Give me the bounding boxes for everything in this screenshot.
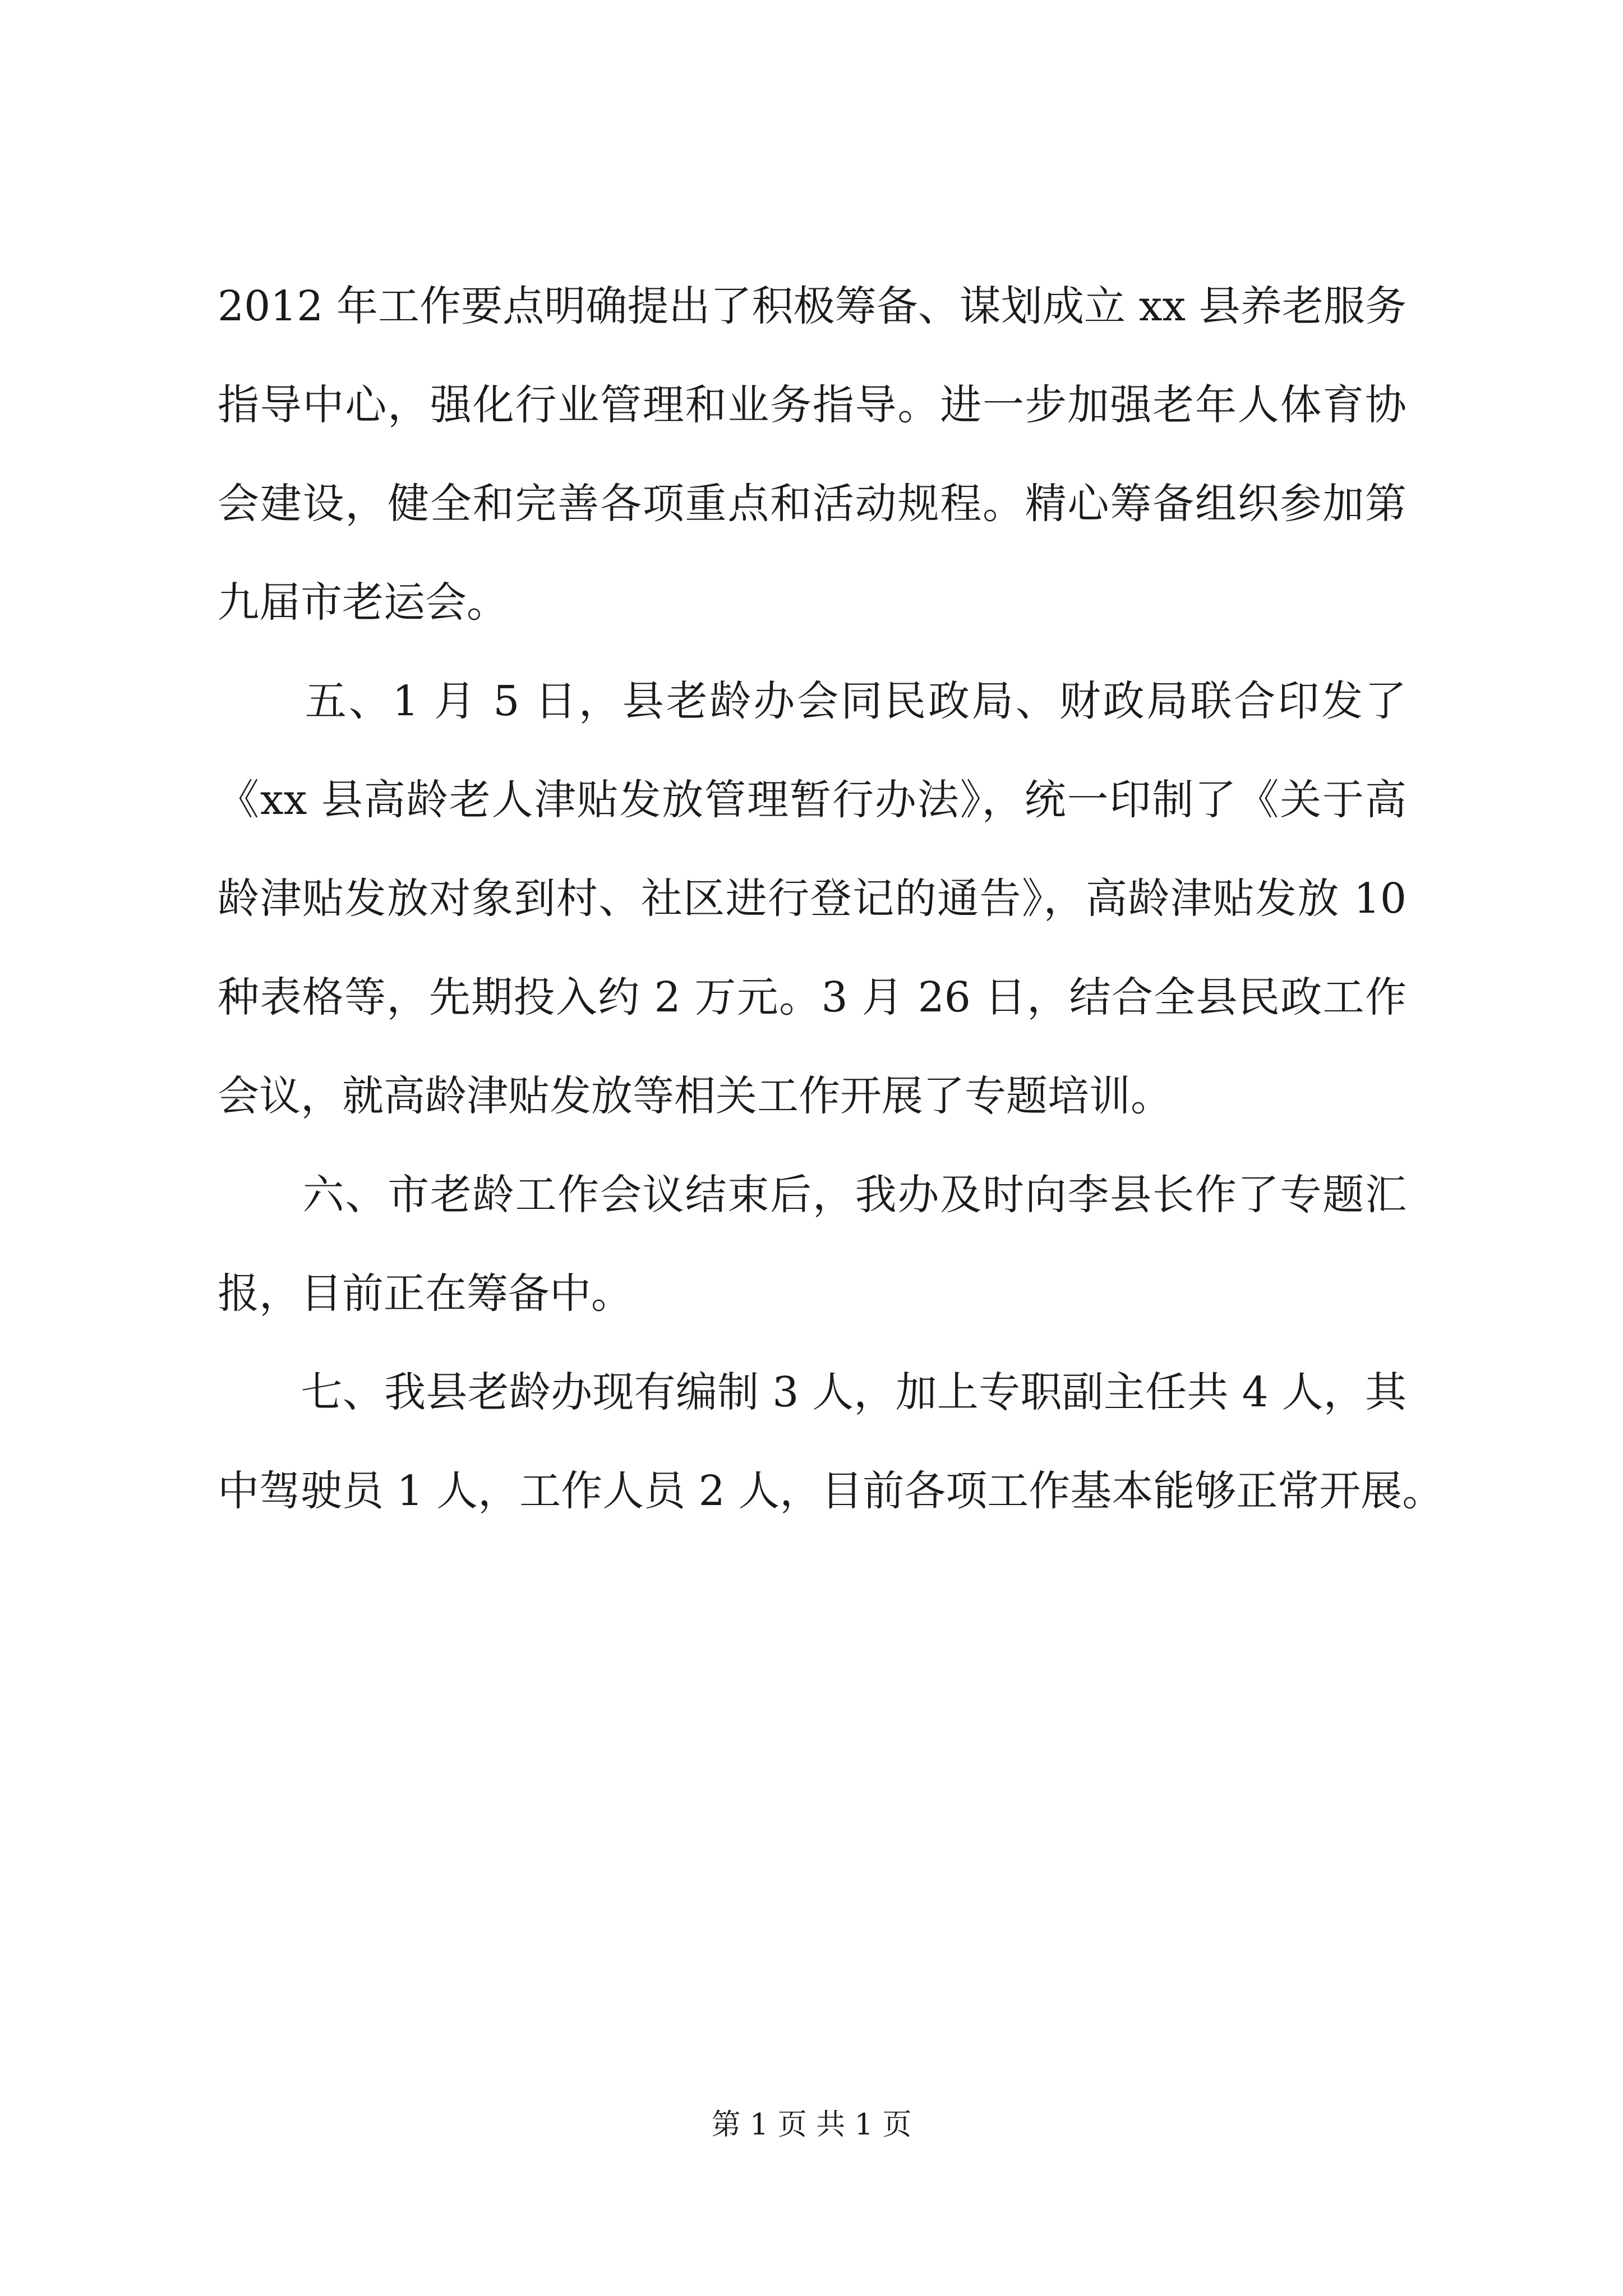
text-line: 龄津贴发放对象到村、社区进行登记的通告》，高龄津贴发放 10 (218, 875, 1407, 923)
text-line: 指导中心，强化行业管理和业务指导。进一步加强老年人体育协 (218, 381, 1407, 429)
text-line: 七、我县老龄办现有编制 3 人，加上专职副主任共 4 人，其 (218, 1368, 1407, 1416)
text-line: 中驾驶员 1 人，工作人员 2 人，目前各项工作基本能够正常开展。 (218, 1467, 1444, 1515)
page-number-footer: 第 1 页 共 1 页 (711, 2108, 912, 2142)
document-body (218, 257, 1444, 1540)
text-line: 报，目前正在筹备中。 (218, 1269, 633, 1318)
text-line: 五、1 月 5 日，县老龄办会同民政局、财政局联合印发了 (218, 677, 1407, 725)
text-line: 《xx 县高龄老人津贴发放管理暂行办法》，统一印制了《关于高 (218, 776, 1407, 824)
text-line: 种表格等，先期投入约 2 万元。3 月 26 日，结合全县民政工作 (218, 973, 1407, 1022)
text-line: 2012 年工作要点明确提出了积极筹备、谋划成立 xx 县养老服务 (218, 282, 1407, 330)
text-line: 会议，就高龄津贴发放等相关工作开展了专题培训。 (218, 1072, 1172, 1120)
text-line: 九届市老运会。 (218, 578, 508, 627)
text-line: 六、市老龄工作会议结束后，我办及时向李县长作了专题汇 (218, 1171, 1407, 1219)
text-line: 会建设，健全和完善各项重点和活动规程。精心筹备组织参加第 (218, 480, 1407, 528)
